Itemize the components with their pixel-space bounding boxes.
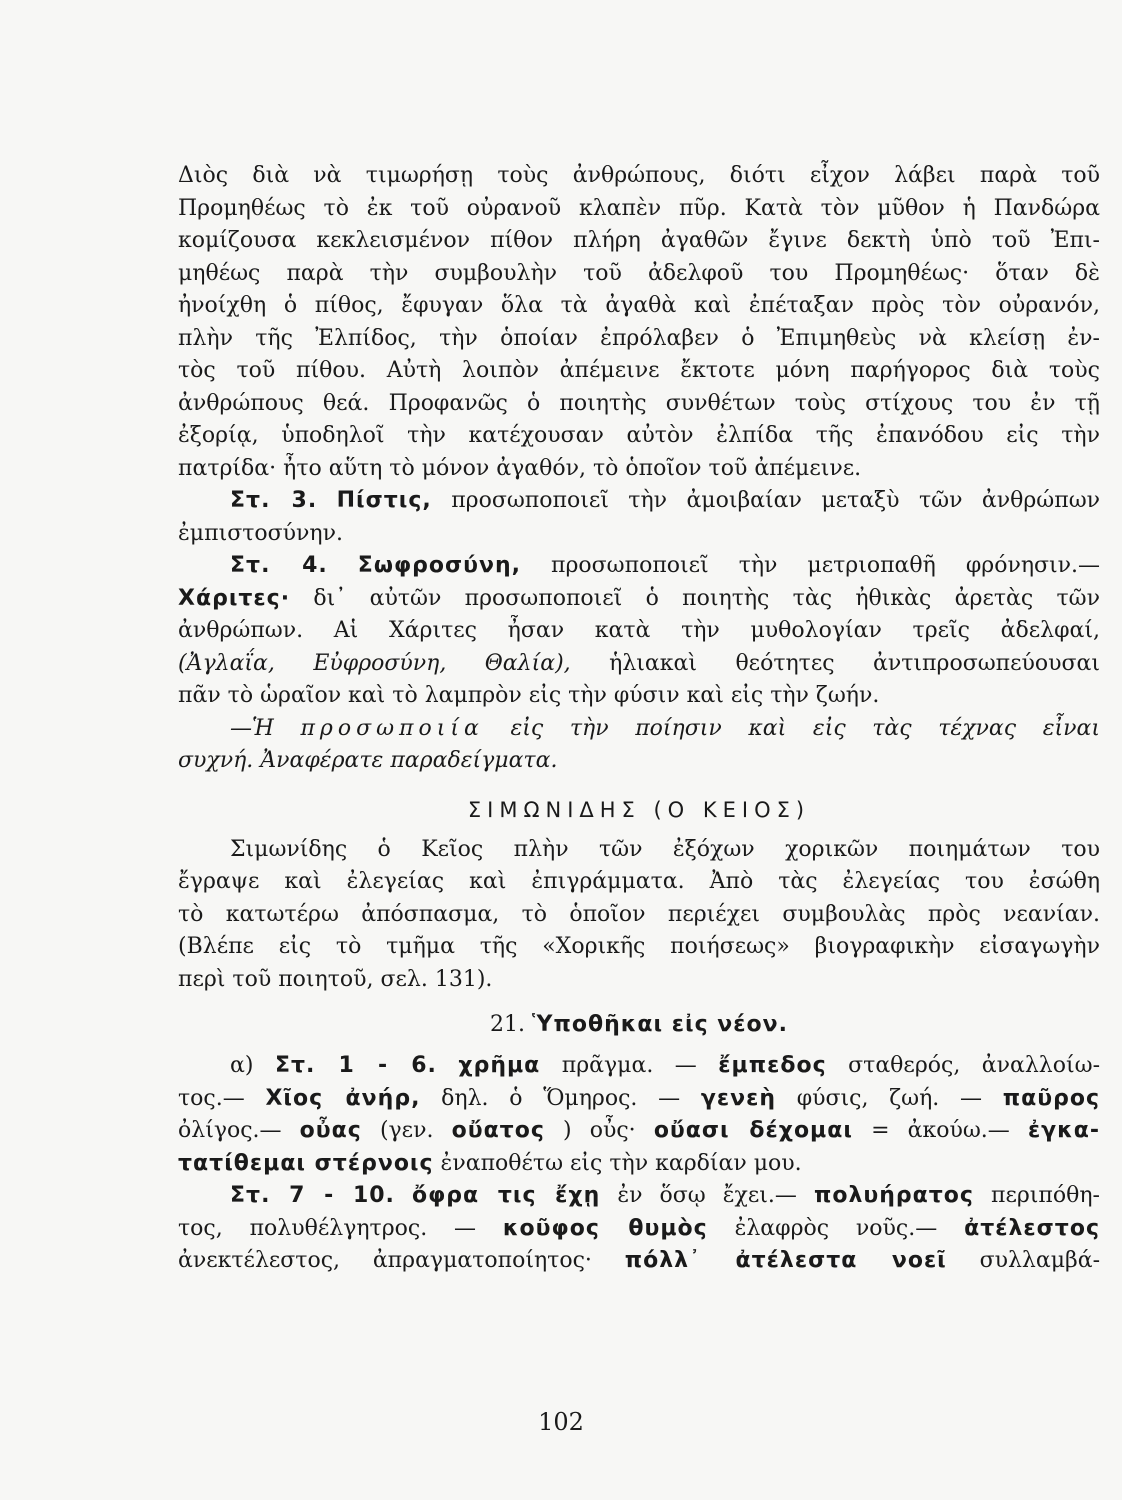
- gloss: ) οὖς·: [563, 1118, 636, 1143]
- note-text: εἰς τὴν ποίησιν καὶ εἰς τὰς τέχνας εἶναι: [510, 715, 1100, 741]
- text-line: τὸ κατωτέρω ἀπόσπασμα, τὸ ὁποῖον περιέχει συμβουλὰς πρὸς νεανίαν.: [178, 901, 1100, 927]
- gloss: (γεν.: [379, 1118, 434, 1143]
- verse-ref: Στ. 7 - 10.: [230, 1183, 395, 1208]
- text-line: περὶ τοῦ ποιητοῦ, σελ. 131).: [178, 966, 493, 992]
- term: κοῦφος θυμὸς: [502, 1215, 708, 1241]
- note-dash: —Ἡ: [230, 715, 274, 741]
- gloss: συλλαμβά-: [979, 1248, 1100, 1273]
- gloss: προσωποποιεῖ τὴν ἀμοιβαίαν μεταξὺ τῶν ἀνθρώπων: [451, 488, 1100, 513]
- text-line: [178, 485, 1100, 518]
- gloss: δι᾽ αὐτῶν προσωποποιεῖ ὁ ποιητὴς τὰς ἠθικὰς ἀρετὰς τῶν: [313, 585, 1100, 611]
- verse-ref: Στ. 1 - 6.: [274, 1053, 437, 1078]
- exercise-note: [178, 713, 1100, 778]
- paragraph-simonides: [178, 834, 1100, 997]
- gloss: ἐλαφρὸς νοῦς.—: [734, 1215, 938, 1241]
- term: πολυήρατος: [813, 1183, 974, 1208]
- gloss: δηλ. ὁ Ὅμηρος. —: [441, 1085, 681, 1111]
- text-line: [178, 550, 1100, 583]
- paragraph-pandora: [178, 160, 1100, 485]
- text-line: ἀνθρώπους θεά. Προφανῶς ὁ ποιητὴς συνθέτων τοὺς στίχους του ἐν τῇ: [178, 390, 1100, 416]
- text-line: [178, 1115, 1100, 1148]
- term: τατίθεμαι στέρνοις: [178, 1150, 434, 1176]
- text-line: ἐμπιστοσύνην.: [178, 520, 343, 546]
- text-line: ἐξορίᾳ, ὑποδηλοῖ τὴν κατέχουσαν αὐτὸν ἐλπίδα τῆς ἐπανόδου εἰς τὴν: [178, 423, 1100, 448]
- text-line: πᾶν τὸ ὡραῖον καὶ τὸ λαμπρὸν εἰς τὴν φύσιν καὶ εἰς τὴν ζωήν.: [178, 683, 880, 708]
- poem-title: [178, 1000, 1100, 1050]
- text-line: τὸς τοῦ πίθου. Αὐτὴ λοιπὸν ἀπέμεινε ἔκτοτε μόνη παρήγορος διὰ τοὺς: [178, 358, 1100, 383]
- text-line: [178, 1213, 1100, 1246]
- gloss: προσωποποιεῖ τὴν μετριοπαθῆ φρόνησιν.—: [551, 553, 1100, 578]
- term: ἀτέλεστος: [964, 1215, 1100, 1241]
- gloss-block-a: [178, 1050, 1100, 1180]
- text-line: πατρίδα· ἦτο αὕτη τὸ μόνον ἀγαθόν, τὸ ὁποῖον τοῦ ἀπέμεινε.: [178, 455, 862, 481]
- term: ἔμπεδος: [718, 1053, 827, 1078]
- term: οὖας: [299, 1118, 362, 1143]
- text-line: ἔγραψε καὶ ἐλεγείας καὶ ἐπιγράμματα. Ἀπὸ τὰς ἐλεγείας του ἐσώθη: [178, 869, 1100, 894]
- text-line: [178, 713, 1100, 746]
- term: Χάριτες·: [178, 585, 291, 611]
- gloss: περιπόθη-: [990, 1183, 1100, 1208]
- text-line: [178, 1083, 1100, 1116]
- term: Χῖος ἀνήρ,: [265, 1085, 421, 1111]
- term: γενεὴ: [700, 1085, 776, 1111]
- verse-note-3: [178, 485, 1100, 550]
- text-line: [178, 583, 1100, 616]
- text-line: [178, 1050, 1100, 1083]
- gloss: ὀλίγος.—: [178, 1118, 282, 1143]
- text-line: μηθέως παρὰ τὴν συμβουλὴν τοῦ ἀδελφοῦ του Προμηθέως· ὅταν δὲ: [178, 260, 1100, 286]
- page-number: 102: [538, 1408, 584, 1436]
- gloss: πρᾶγμα. —: [561, 1053, 697, 1078]
- gloss: τος.—: [178, 1085, 245, 1111]
- verse-note-4: [178, 550, 1100, 713]
- term: ἐγκα-: [1027, 1118, 1100, 1143]
- gloss: σταθερός, ἀναλλοίω-: [848, 1053, 1100, 1078]
- text-line: ἠνοίχθη ὁ πίθος, ἔφυγαν ὅλα τὰ ἀγαθὰ καὶ ἐπέταξαν πρὸς τὸν οὐρανόν,: [178, 293, 1100, 318]
- gloss: φύσις, ζωή. —: [796, 1085, 982, 1111]
- names-italic: (Ἀγλαΐα, Εὐφροσύνη, Θαλία),: [178, 650, 571, 676]
- text-line: ἀνθρώπων. Αἱ Χάριτες ἦσαν κατὰ τὴν μυθολογίαν τρεῖς ἀδελφαί,: [178, 618, 1100, 643]
- poem-number: 21.: [490, 1012, 526, 1037]
- term: ὄφρα τις ἔχῃ: [411, 1183, 601, 1208]
- verse-ref: Στ. 3.: [230, 488, 318, 513]
- section-heading: ΣΙΜΩΝΙΔΗΣ (Ο ΚΕΙΟΣ): [467, 797, 811, 822]
- gloss: ἡλιακαὶ θεότητες ἀντιπροσωπεύουσαι: [609, 650, 1100, 676]
- text-line: (Βλέπε εἰς τὸ τμῆμα τῆς «Χορικῆς ποιήσεως» βιογραφικὴν εἰσαγωγὴν: [178, 934, 1100, 959]
- term: Σωφροσύνη,: [357, 553, 522, 578]
- text-line: συχνή. Ἀναφέρατε παραδείγματα.: [178, 748, 558, 773]
- gloss: ἐν ὅσῳ ἔχει.—: [617, 1183, 797, 1208]
- gloss: τος, πολυθέλγητρος. —: [178, 1215, 477, 1241]
- term: Πίστις,: [336, 488, 432, 513]
- gloss-block-b: [178, 1180, 1100, 1278]
- text-line: Διὸς διὰ νὰ τιμωρήσῃ τοὺς ἀνθρώπους, διότι εἶχον λάβει παρὰ τοῦ: [178, 163, 1100, 188]
- poem-title-text: Ὑποθῆκαι εἰς νέον.: [532, 1012, 788, 1037]
- term: πόλλ᾽ ἀτέλεστα νοεῖ: [624, 1248, 947, 1273]
- gloss: ἀνεκτέλεστος, ἀπραγματοποίητος·: [178, 1248, 592, 1273]
- term: οὔατος: [451, 1118, 545, 1143]
- text-line: πλὴν τῆς Ἐλπίδος, τὴν ὁποίαν ἐπρόλαβεν ὁ Ἐπιμηθεὺς νὰ κλείσῃ ἐν-: [178, 325, 1100, 351]
- text-line: [178, 1180, 1100, 1213]
- text-line: Σιμωνίδης ὁ Κεῖος πλὴν τῶν ἐξόχων χορικῶν ποιημάτων του: [230, 836, 1100, 862]
- verse-ref: Στ. 4.: [230, 553, 328, 578]
- list-marker: α): [230, 1053, 254, 1078]
- spaced-term: προσωποιία: [300, 715, 484, 741]
- text-line: Προμηθέως τὸ ἐκ τοῦ οὐρανοῦ κλαπὲν πῦρ. Κατὰ τὸν μῦθον ἡ Πανδώρα: [178, 195, 1100, 221]
- term: παῦρος: [1002, 1085, 1100, 1111]
- text-line: κομίζουσα κεκλεισμένον πίθον πλήρη ἀγαθῶν ἔγινε δεκτὴ ὑπὸ τοῦ Ἐπι-: [178, 228, 1100, 253]
- gloss: = ἀκούω.—: [871, 1118, 1010, 1143]
- term: οὔασι δέχομαι: [653, 1118, 853, 1143]
- gloss: ἐναποθέτω εἰς τὴν καρδίαν μου.: [440, 1150, 802, 1176]
- text-line: [178, 648, 1100, 681]
- term: χρῆμα: [458, 1053, 541, 1078]
- text-line: [178, 1148, 1100, 1181]
- text-line: [178, 1245, 1100, 1278]
